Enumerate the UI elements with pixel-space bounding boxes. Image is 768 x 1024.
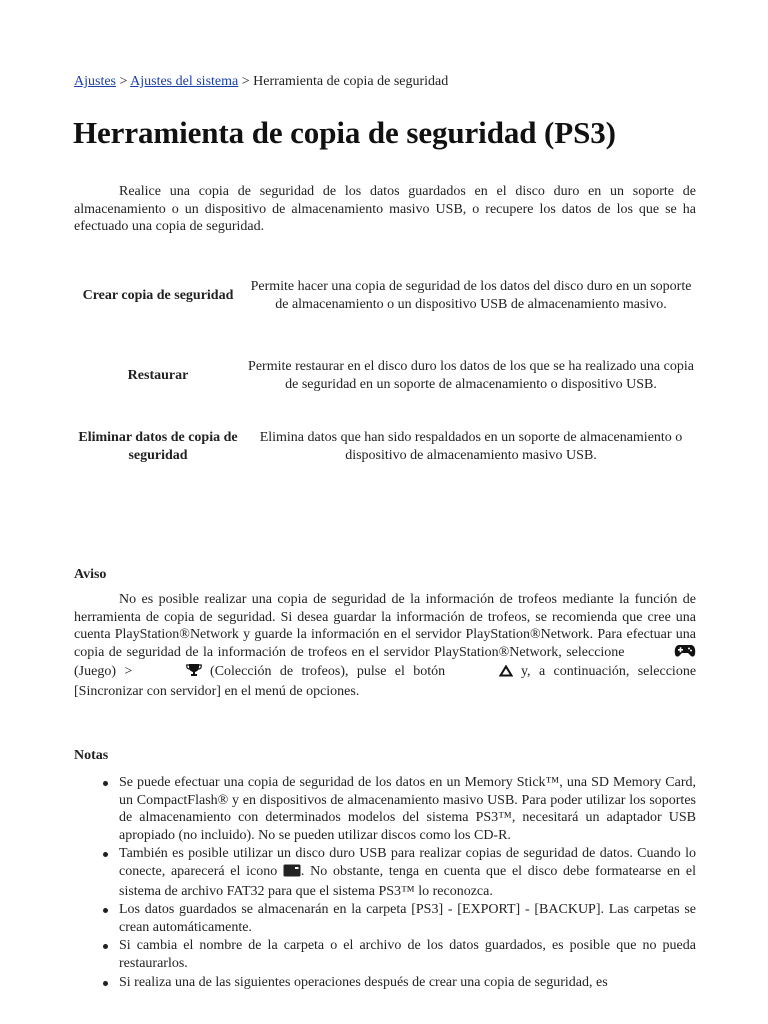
function-description: Elimina datos que han sido respaldados en un soporte de almacenamiento o dispositivo de almacenamiento masivo USB. — [259, 430, 683, 463]
function-description: Permite hacer una copia de seguridad de los datos del disco duro en un soporte de almacenamiento o un dispositivo USB de almacenamiento masivo. — [250, 279, 692, 312]
list-item: Si cambia el nombre de la carpeta o el archivo de los datos guardados, es posible que no pueda restaurarlos. — [119, 938, 696, 971]
function-name: Crear copia de seguridad — [82, 288, 234, 304]
breadcrumb-current: Herramienta de copia de seguridad — [253, 74, 449, 89]
function-name: Restaurar — [127, 368, 189, 384]
table-row — [72, 420, 698, 474]
list-item — [119, 845, 696, 900]
page-title: Herramienta de copia de seguridad (PS3) — [73, 115, 616, 150]
intro-paragraph: Realice una copia de seguridad de los datos guardados en el disco duro en un soporte de almacenamiento o un dispositivo de almacenamiento masivo USB, o recupere los datos de los que se ha efectuado una copia de seguridad. — [74, 184, 696, 235]
functions-table — [72, 260, 698, 474]
aviso-paragraph — [74, 591, 696, 701]
list-item: Si realiza una de las siguientes operaciones después de crear una copia de seguridad, es — [119, 974, 696, 992]
notas-list — [74, 774, 696, 992]
list-item: Se puede efectuar una copia de seguridad de los datos en un Memory Stick™, una SD Memory Card, un CompactFlash® y en dispositivos de almacenamiento masivo USB. Para poder utilizar los soportes de almacenamiento con determinados modelos del sistema PS3™, necesitará un adaptador USB apropiado (no incluido). No se pueden utilizar discos como los CD-R. — [119, 775, 696, 843]
aviso-heading: Aviso — [74, 567, 107, 582]
breadcrumb — [74, 73, 448, 91]
note-text: También es posible utilizar un disco duro USB para realizar copias de seguridad de datos. Cuando lo conecte, aparecerá el icono — [119, 846, 696, 879]
table-row — [72, 349, 698, 403]
table-row — [72, 260, 698, 332]
breadcrumb-separator: > — [238, 74, 254, 89]
note-text: . No obstante, tenga en cuenta que el disco debe formatearse en el sistema de archivo FAT32 para que el sistema PS3™ lo reconozca. — [119, 863, 696, 899]
breadcrumb-separator: > — [116, 74, 131, 89]
aviso-text: No es posible realizar una copia de seguridad de la información de trofeos mediante la función de herramienta de copia de seguridad. Si desea guardar la información de trofeos, se recomienda que cree una cuenta PlayStation®Network y guarde la información en el servidor PlayStation®Network. Para efectuar una copia de seguridad de la información de trofeos en el servidor PlayStation®Network, seleccione — [74, 592, 696, 660]
aviso-text: y, a continuación, seleccione [Sincronizar con servidor] en el menú de opciones. — [74, 664, 697, 699]
breadcrumb-link-ajustes[interactable]: Ajustes — [74, 74, 116, 89]
usb-hdd-icon — [283, 864, 301, 883]
function-description: Permite restaurar en el disco duro los datos de los que se ha realizado una copia de seguridad en un soporte de almacenamiento o dispositivo USB. — [248, 359, 694, 392]
list-item: Los datos guardados se almacenarán en la carpeta [PS3] - [EXPORT] - [BACKUP]. Las carpetas se crean automáticamente. — [119, 902, 696, 935]
gamepad-icon — [629, 644, 696, 664]
breadcrumb-link-ajustes-sistema[interactable]: Ajustes del sistema — [130, 74, 239, 89]
function-name: Eliminar datos de copia de seguridad — [78, 430, 238, 463]
aviso-text: (Juego) > — [74, 664, 133, 680]
aviso-text: (Colección de trofeos), pulse el botón — [210, 664, 446, 680]
notas-heading: Notas — [74, 748, 109, 763]
trophy-icon — [141, 663, 202, 683]
triangle-button-icon — [454, 665, 513, 683]
